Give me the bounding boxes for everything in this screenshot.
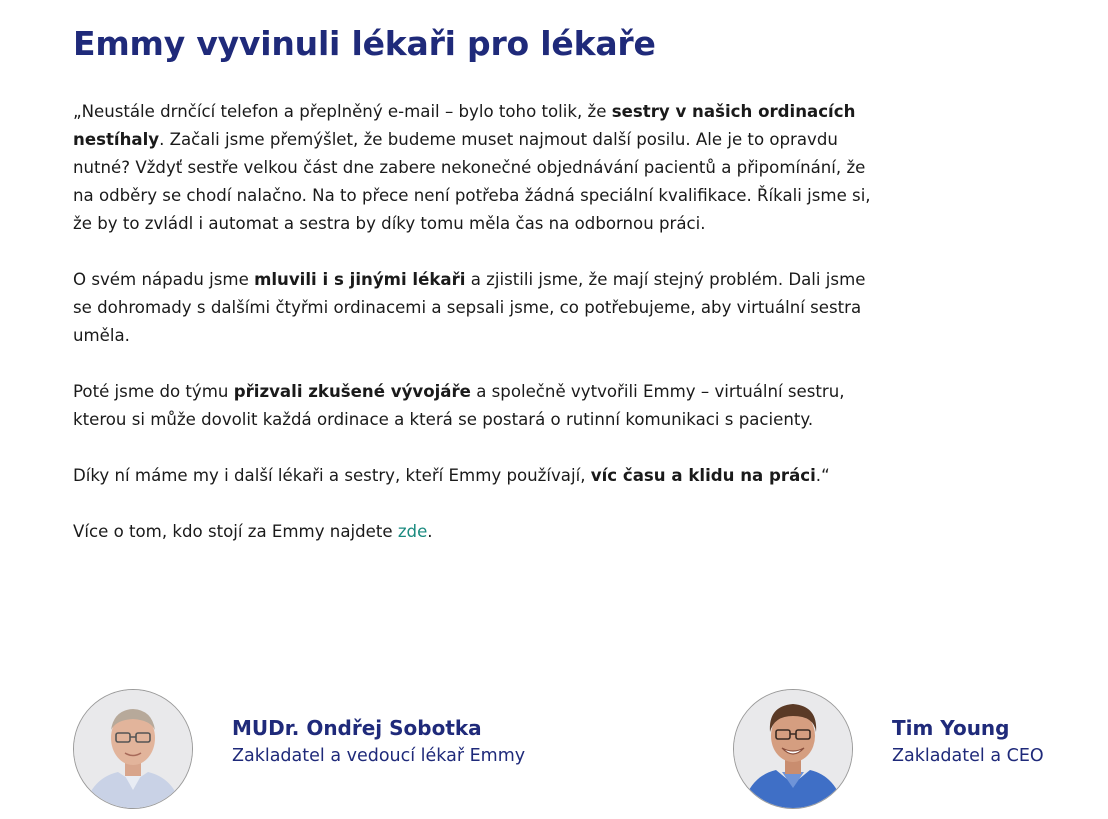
person-role: Zakladatel a CEO [892, 746, 1044, 766]
quote-highlight: víc času a klidu na práci [590, 466, 816, 485]
avatar [73, 689, 193, 809]
quote-highlight: mluvili i s jinými lékaři [254, 270, 466, 289]
quote-highlight: přizvali zkušené vývojáře [233, 382, 471, 401]
page-title: Emmy vyvinuli lékaři pro lékaře [73, 24, 656, 63]
person-photo-icon [734, 690, 852, 808]
quote-text: Díky ní máme my i další lékaři a sestry, kteří Emmy používají, [73, 466, 591, 485]
quote-paragraph-3 [73, 378, 873, 434]
quote-text: „Neustále drnčící telefon a přeplněný e-mail – bylo toho tolik, že [73, 102, 612, 121]
about-section [73, 0, 1063, 819]
quote-text: O svém nápadu jsme [73, 270, 255, 289]
person-name: Tim Young [892, 716, 1010, 740]
person-role: Zakladatel a vedoucí lékař Emmy [232, 746, 526, 766]
quote-text: . Začali jsme přemýšlet, že budeme muset najmout další posilu. Ale je to opravdu nutné? Vždyť sestře velkou část dne zabere nekonečné objednávání pacientů a připomínání, že na odběry se chodí nalačno. Na to přece není potřeba žádná speciální kvalifikace. Říkali jsme si, že by to zvládl i automat a sestra by díky tomu měla čas na odbornou práci. [73, 130, 871, 233]
founder-quote [73, 98, 873, 574]
avatar [733, 689, 853, 809]
quote-highlight: sestry v našich ordinacích nestíhaly [73, 102, 856, 149]
quote-text: Poté jsme do týmu [73, 382, 234, 401]
quote-paragraph-4 [73, 462, 873, 490]
quote-text: a společně vytvořili Emmy – virtuální sestru, kterou si může dovolit každá ordinace a která se postará o rutinní komunikaci s pacienty. [73, 382, 845, 429]
quote-text: a zjistili jsme, že mají stejný problém. Dali jsme se dohromady s dalšími čtyřmi ordinacemi a sepsali jsme, co potřebujeme, aby virtuální sestra uměla. [73, 270, 866, 345]
more-info-text: Více o tom, kdo stojí za Emmy najdete [73, 522, 398, 541]
more-info-text: . [427, 522, 433, 541]
more-info-link[interactable]: zde [397, 522, 428, 541]
quote-paragraph-1 [73, 98, 873, 238]
person-photo-icon [74, 690, 192, 808]
person-name: MUDr. Ondřej Sobotka [232, 716, 482, 740]
quote-text: .“ [815, 466, 830, 485]
quote-paragraph-2 [73, 266, 873, 350]
more-info-line [73, 518, 873, 546]
